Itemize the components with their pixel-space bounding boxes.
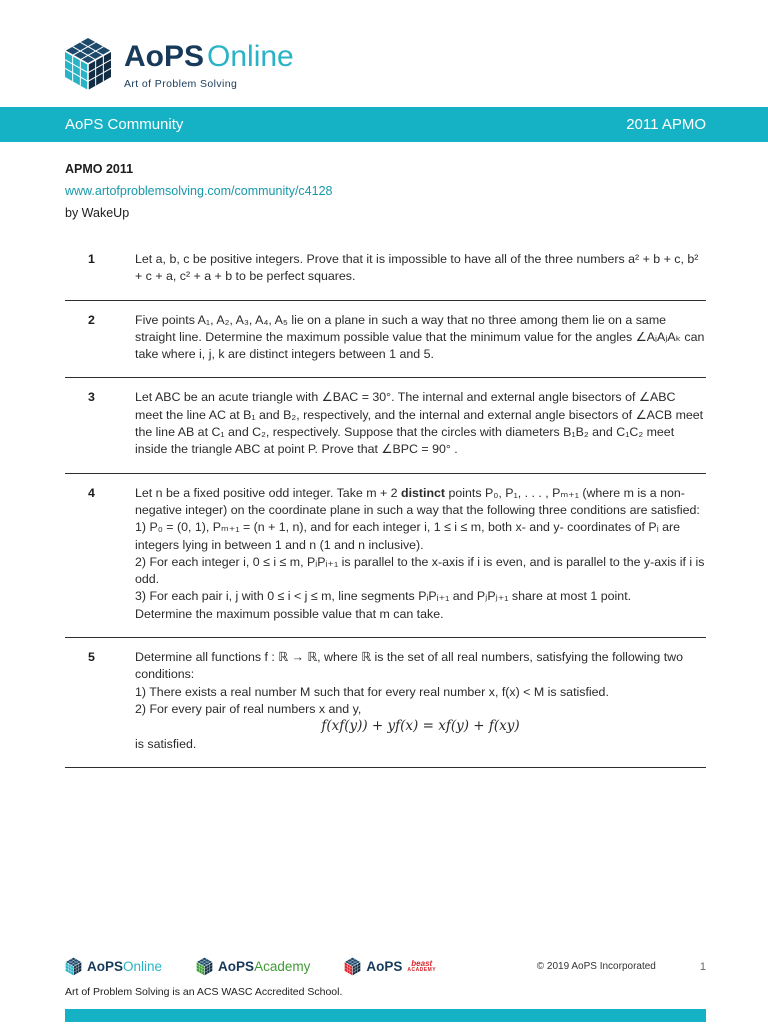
footer-online-aops-text: AoPS: [87, 959, 124, 974]
problem-5-intro: Determine all functions f : ℝ → ℝ, where ℝ is the set of all real numbers, satisfying the following two conditions:: [135, 650, 684, 682]
copyright-text: © 2019 AoPS Incorporated: [536, 961, 656, 972]
problem-4: [65, 474, 706, 638]
bottom-teal-bar: [65, 1009, 706, 1022]
problem-5-equation: f(xf(y)) + yf(x) = xf(y) + f(xy): [321, 718, 520, 735]
footer-online-suffix-text: Online: [123, 959, 163, 974]
doc-title: APMO 2011: [65, 162, 134, 176]
aops-logo: [63, 36, 294, 92]
problem-4-condition-2: 2) For each integer i, 0 ≤ i ≤ m, PᵢPᵢ₊₁ is parallel to the x-axis if i is even, and is parallel to the y-axis if i is odd.: [135, 554, 705, 587]
problem-5: [65, 638, 706, 768]
problem-4-number: 4: [88, 485, 95, 500]
footer-logo-beast-academy: [344, 957, 436, 976]
community-link[interactable]: www.artofproblemsolving.com/community/c4128: [65, 184, 333, 198]
problem-3-body: [135, 389, 706, 458]
problem-4-body: [135, 485, 706, 623]
aops-cube-icon: [196, 957, 213, 976]
beast-badge-top-text: beast: [411, 959, 433, 968]
footer-logo-aops-online: [65, 957, 162, 976]
beast-badge-bottom-text: ACADEMY: [407, 967, 437, 973]
problem-1: [65, 240, 706, 301]
problem-5-condition-1: 1) There exists a real number M such that for every real number x, f(x) < M is satisfied.: [135, 684, 609, 699]
problem-5-outro: is satisfied.: [135, 736, 197, 751]
problem-2-number: 2: [88, 312, 95, 327]
problem-4-condition-1: 1) P₀ = (0, 1), Pₘ₊₁ = (n + 1, n), and for each integer i, 1 ≤ i ≤ m, both x- and y- coordinates of Pᵢ are integers lying in between 1 and n (1 and n inclusive).: [135, 520, 680, 552]
aops-cube-icon: [344, 957, 361, 976]
distinct-emphasis: distinct: [401, 485, 446, 500]
problem-2-body: [135, 312, 706, 364]
aops-cube-icon: [65, 957, 82, 976]
problem-1-text: Let a, b, c be positive integers. Prove that it is impossible to have all of the three numbers a² + b + c, b² + c + a, c² + a + b to be perfect squares.: [135, 252, 699, 284]
problem-4-intro-pre: Let n be a fixed positive odd integer. Take m + 2: [135, 485, 401, 500]
beast-academy-badge: [407, 960, 436, 973]
problem-3-number: 3: [88, 390, 95, 405]
accreditation-text: Art of Problem Solving is an ACS WASC Accredited School.: [65, 986, 343, 998]
brand-aops-text: AoPS: [124, 40, 205, 73]
problem-4-condition-3: 3) For each pair i, j with 0 ≤ i < j ≤ m, line segments PᵢPᵢ₊₁ and PⱼPⱼ₊₁ share at most 1 point.: [135, 589, 632, 604]
footer-academy-aops-text: AoPS: [218, 959, 255, 974]
banner-community-label: AoPS Community: [65, 116, 184, 133]
community-banner: [0, 107, 768, 142]
brand-name: [124, 42, 294, 72]
problem-1-number: 1: [88, 252, 95, 266]
problem-5-condition-2: 2) For every pair of real numbers x and y,: [135, 701, 362, 716]
problem-3-text: Let ABC be an acute triangle with ∠BAC = 30°. The internal and external angle bisectors of ∠ABC meet the line AC at B₁ and B₂, respectively, and the internal and external angle bisectors of ∠ACB meet the line AB at C₁ and C₂, respectively. Suppose that the circles with diameters B₁B₂ and C₁C₂ meet inside the triangle ABC at point P. Prove that ∠BPC = 90° .: [135, 390, 704, 457]
footer-beast-aops-text: AoPS: [366, 959, 403, 974]
problem-2: [65, 301, 706, 379]
problem-list: [65, 240, 706, 768]
banner-edition-label: 2011 APMO: [626, 116, 706, 133]
brand-tagline: Art of Problem Solving: [124, 78, 238, 90]
problem-5-number: 5: [88, 650, 95, 665]
brand-text: [124, 36, 294, 90]
aops-cube-icon: [63, 36, 113, 92]
page-number: 1: [699, 960, 706, 973]
footer-logo-aops-academy: [196, 957, 310, 976]
problem-4-outro: Determine the maximum possible value that m can take.: [135, 606, 444, 621]
problem-4-intro: [135, 485, 706, 520]
doc-byline: by WakeUp: [65, 206, 130, 220]
problem-2-text: Five points A₁, A₂, A₃, A₄, A₅ lie on a plane in such a way that no three among them lie on a same straight line. Determine the maximum possible value that the minimum value for the angles ∠AᵢAⱼAₖ can take where i, j, k are distinct integers between 1 and 5.: [135, 312, 705, 362]
problem-3: [65, 378, 706, 473]
problem-5-body: [135, 649, 706, 753]
problem-4-intro-post: points P₀, P₁, . . . , Pₘ₊₁ (where m is a non-negative integer) on the coordinate plane in such a way that the following three conditions are satisfied:: [135, 485, 700, 517]
footer-academy-suffix-text: Academy: [254, 959, 311, 974]
doc-meta: [65, 158, 332, 224]
brand-online-text: Online: [207, 40, 294, 73]
problem-1-body: [135, 251, 706, 286]
footer: [65, 957, 706, 976]
